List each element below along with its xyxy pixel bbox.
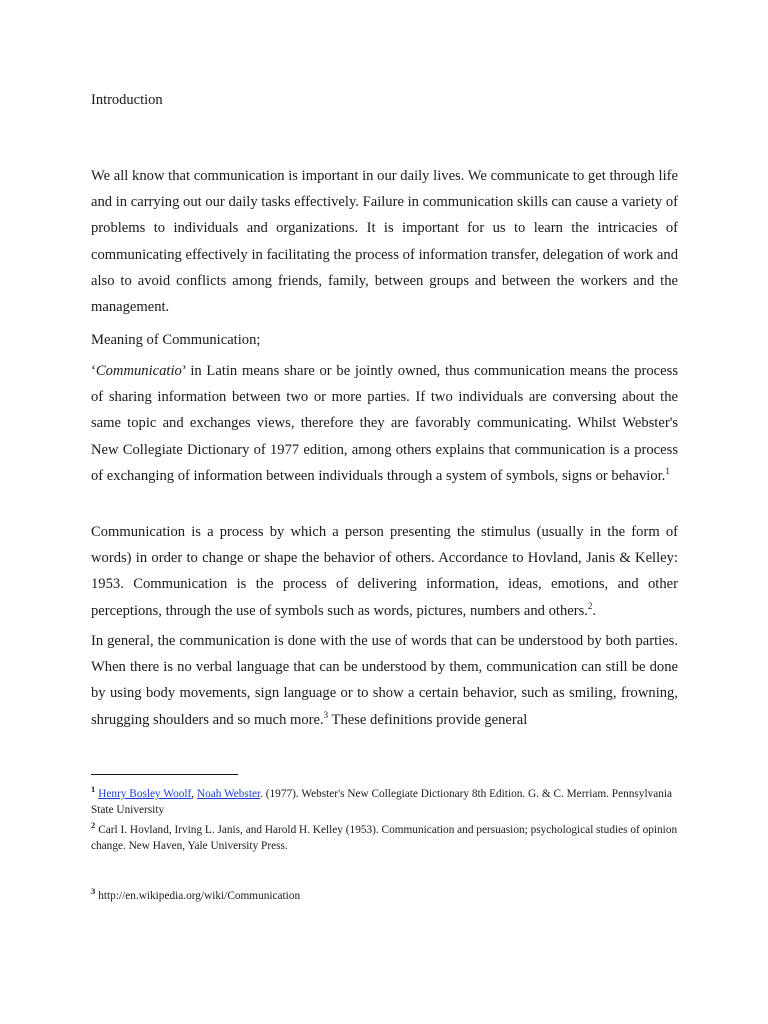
process-text-end: . (592, 602, 597, 619)
footnote-2 (91, 820, 681, 854)
footnote-ref-1[interactable]: 1 (665, 465, 670, 476)
footnote-number: 2 (91, 820, 96, 831)
footnote-1 (91, 784, 681, 818)
footnote-text: Carl I. Hovland, Irving L. Janis, and Harold H. Kelley (1953). Communication and persuasion; psychological studies of opinion change. New Haven, Yale University Press. (91, 824, 678, 852)
footnote-ref-2[interactable]: 2 (587, 600, 593, 611)
process-paragraph (91, 519, 678, 624)
footnote-3 (91, 886, 681, 905)
intro-paragraph: We all know that communication is important in our daily lives. We communicate to get through life and in carrying out our daily tasks effectively. Failure in communication skills can cause a variety of problems to individuals and organizations. It is important for us to learn the intricacies of communicating effectively in facilitating the process of information transfer, delegation of work and also to avoid conflicts among friends, family, between groups and between the workers and the management. (91, 168, 678, 316)
footnote-ref-3[interactable]: 3 (323, 709, 329, 720)
definition-text: ’ in Latin means share or be jointly owned, thus communication means the process of sharing information between two or more parties. If two individuals are conversing about the same topic and exchanges views, therefore they are favorably communicating. Whilst Webster's New Collegiate Dictionary of 1977 edition, among others explains that communication is a process of exchanging of information between individuals through a system of symbols, signs or behavior. (91, 363, 678, 484)
latin-term: Communicatio (95, 363, 182, 379)
footnote-number: 1 (91, 784, 96, 795)
general-text-end: These definitions provide general (328, 711, 528, 728)
author-link-webster[interactable]: Noah Webster (196, 788, 261, 800)
author-link-woolf[interactable]: Henry Bosley Woolf (98, 788, 192, 800)
footnote-number: 3 (91, 886, 96, 897)
meaning-heading: Meaning of Communication; (91, 332, 261, 348)
general-paragraph (91, 628, 678, 733)
general-text: In general, the communication is done with the use of words that can be understood by both parties. When there is no verbal language that can be understood by them, communication can still be done by using body movements, sign language or to show a certain behavior, such as smiling, frowning, shrugging shoulders and so much more. (91, 633, 678, 728)
page-title: Introduction (91, 92, 163, 108)
footnote-text: . (1977). Webster's New Collegiate Dictionary 8th Edition. G. & C. Merriam. Pennsylvania State University (91, 788, 673, 816)
footnote-separator (91, 774, 238, 775)
definition-paragraph (91, 358, 678, 489)
open-quote: ‘ (91, 363, 96, 379)
footnote-url: http://en.wikipedia.org/wiki/Communication (98, 890, 301, 902)
process-text: Communication is a process by which a person presenting the stimulus (usually in the form of words) in order to change or shape the behavior of others. Accordance to Hovland, Janis & Kelley: 1953. Communication is the process of delivering information, ideas, emotions, and other perceptions, through the use of symbols such as words, pictures, numbers and others. (91, 524, 678, 619)
footnote-separator-text: , (191, 788, 197, 800)
